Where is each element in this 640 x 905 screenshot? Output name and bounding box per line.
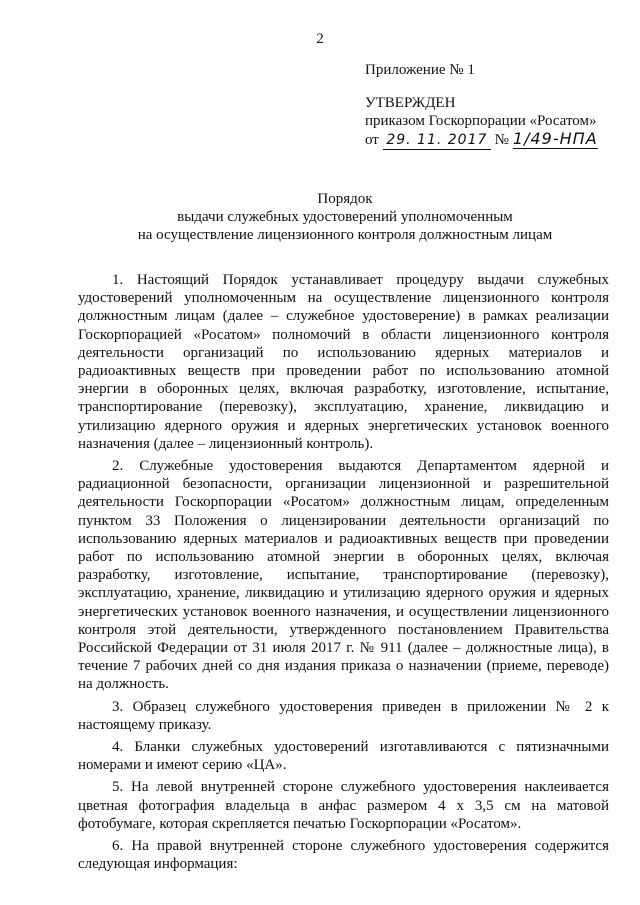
- annex-label: Приложение № 1: [365, 62, 475, 78]
- title-line-1: Порядок: [317, 191, 373, 207]
- order-date-number: [365, 130, 598, 150]
- title-line-3: на осуществление лицензионного контроля должностным лицам: [137, 227, 553, 243]
- order-reference: приказом Госкорпорации «Росатом»: [365, 113, 597, 129]
- paragraph-6: 6. На правой внутренней стороне служебного удостоверения содержится следующая информация:: [78, 838, 609, 873]
- order-date-handwritten: 29. 11. 2017: [383, 131, 491, 150]
- approved-heading: УТВЕРЖДЕН: [365, 95, 456, 111]
- paragraph-1: 1. Настоящий Порядок устанавливает процедуру выдачи служебных удостоверений уполномоченным на осуществление лицензионного контроля должностным лицам (далее – служебное удостоверение) в рамках реализации Госкорпорацией «Росатом» полномочий в области лицензионного контроля деятельности организаций по использованию ядерных материалов и радиоактивных веществ при проведении работ по использованию атомной энергии в оборонных целях, включая разработку, изготовление, испытание, транспортирование (перевозку), эксплуатацию, хранение, ликвидацию и утилизацию ядерного оружия и ядерных энергетических установок военного назначения (далее – лицензионный контроль).: [78, 272, 609, 452]
- page-number: 2: [316, 31, 324, 47]
- paragraph-4: 4. Бланки служебных удостоверений изготавливаются с пятизначными номерами и имеют серию «ЦА».: [78, 739, 609, 774]
- approval-block: [365, 94, 598, 150]
- order-number-handwritten: 1/49-НПА: [512, 129, 598, 148]
- number-prefix: №: [494, 132, 509, 148]
- paragraph-3: 3. Образец служебного удостоверения приведен в приложении № 2 к настоящему приказу.: [78, 698, 609, 733]
- document-body: [78, 271, 609, 878]
- paragraph-2: 2. Служебные удостоверения выдаются Департаментом ядерной и радиационной безопасности, организации лицензионной и разрешительной деятельности Госкорпорации «Росатом» должностным лицам, определенным пунктом 33 Положения о лицензировании деятельности организаций по использованию ядерных материалов и радиоактивных веществ при проведении работ по использованию атомной энергии в оборонных целях, включая разработку, изготовление, испытание, транспортирование (перевозку), эксплуатацию, хранение, ликвидацию и утилизацию ядерного оружия и ядерных энергетических установок военного назначения, и осуществлении лицензионного контроля этой деятельности, утвержденного постановлением Правительства Российской Федерации от 31 июля 2017 г. № 911 (далее – должностные лица), в течение 7 рабочих дней со дня издания приказа о назначении (приеме, переводе) на должность.: [78, 458, 609, 693]
- paragraph-5: 5. На левой внутренней стороне служебного удостоверения наклеивается цветная фотография владельца в анфас размером 4 х 3,5 см на матовой фотобумаге, которая скрепляется печатью Госкорпорации «Росатом».: [78, 779, 609, 832]
- title-line-2: выдачи служебных удостоверений уполномоченным: [177, 209, 513, 225]
- document-title: [0, 190, 640, 244]
- date-prefix: от: [365, 132, 379, 148]
